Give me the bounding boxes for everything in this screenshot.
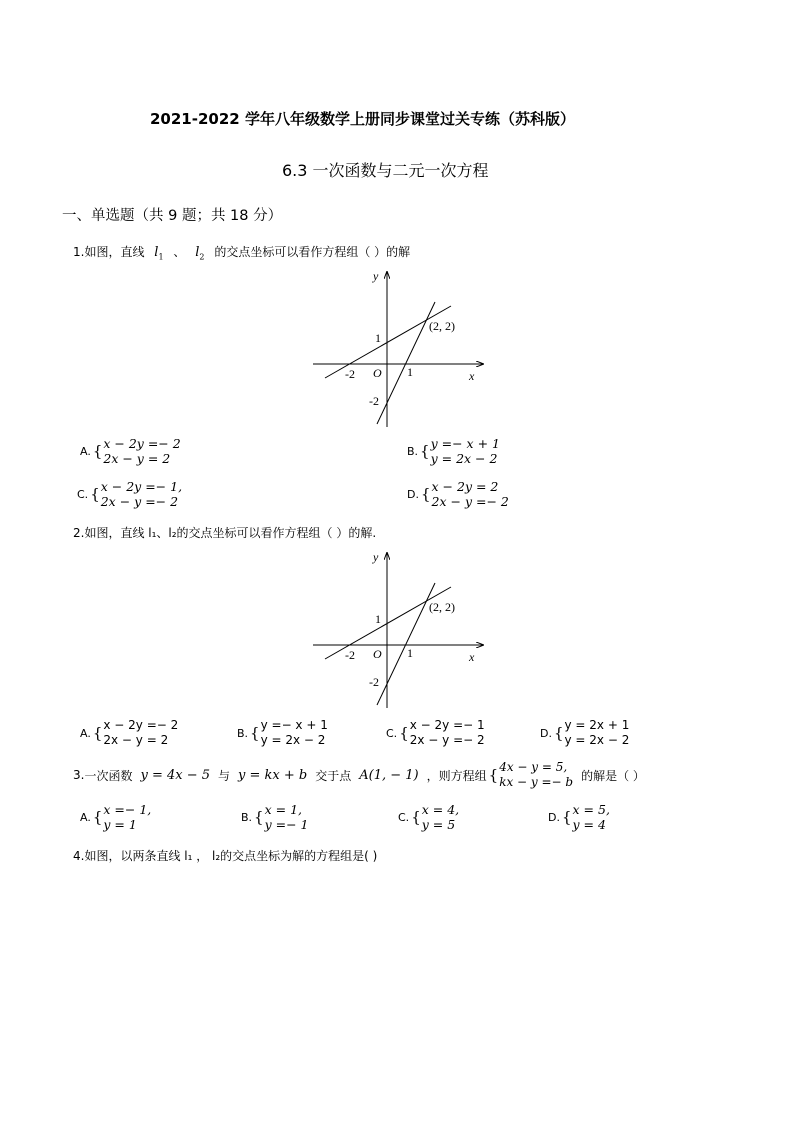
brace-icon: { (92, 724, 103, 742)
option-label: B. (407, 444, 419, 458)
question-number: 2. (73, 526, 85, 540)
option-label: C. (386, 726, 398, 740)
question-4-stem (73, 847, 377, 864)
brace-icon: { (399, 724, 409, 742)
tick-label-x-1: 1 (407, 365, 413, 379)
separator: 、 (173, 245, 186, 259)
point-a: A(1, − 1) (359, 767, 419, 783)
question-number: 1. (73, 245, 85, 259)
q1-option-b[interactable]: B. { y =− x + 1 y = 2x − 2 (407, 436, 500, 466)
coordinate-graph-2 (305, 543, 505, 713)
option-label: D. (407, 487, 419, 501)
q1-option-c[interactable]: C. { x − 2y =− 1, 2x − y =− 2 (77, 479, 183, 509)
option-label: C. (398, 810, 410, 824)
option-label: A. (80, 444, 91, 458)
equation-system: 4x − y = 5, kx − y =− b (499, 760, 574, 789)
question-text-tail: 的解是（ ） (581, 768, 645, 783)
brace-icon: { (92, 442, 103, 460)
q1-option-d[interactable]: D. { x − 2y = 2 2x − y =− 2 (407, 479, 509, 509)
origin-label: O (373, 647, 382, 661)
q3-option-b[interactable]: B. { x = 1, y =− 1 (241, 802, 309, 832)
brace-icon: { (250, 724, 260, 742)
function-2: y = kx + b (238, 767, 308, 783)
y-axis-label: y (373, 550, 379, 564)
document-subtitle: 6.3 一次函数与二元一次方程 (282, 161, 489, 180)
x-axis-label: x (469, 369, 475, 383)
question-text-tail: 的交点坐标可以看作方程组（ ）的解 (214, 245, 411, 259)
question-3-stem (73, 760, 645, 790)
option-label: A. (80, 726, 91, 740)
tick-label-x-neg2: -2 (345, 367, 355, 381)
intersection-point-label: (2, 2) (429, 600, 455, 614)
question-text: 如图，直线 l₁、l₂的交点坐标可以看作方程组（ ）的解. (84, 526, 377, 540)
q3-option-d[interactable]: D. { x = 5, y = 4 (548, 802, 610, 832)
function-1: y = 4x − 5 (140, 767, 211, 783)
q1-option-a[interactable]: A. { x − 2y =− 2 2x − y = 2 (80, 436, 181, 466)
option-label: D. (548, 810, 560, 824)
q2-option-a[interactable]: A. { x − 2y =− 2 2x − y = 2 (80, 718, 179, 747)
question-text-mid2: ，则方程组 (426, 768, 487, 783)
option-label: D. (540, 726, 552, 740)
tick-label-x-neg2: -2 (345, 648, 355, 662)
brace-icon: { (553, 724, 564, 742)
document-title: 2021-2022 学年八年级数学上册同步课堂过关专练（苏科版） (150, 110, 575, 128)
option-label: A. (80, 810, 91, 824)
tick-label-y-neg2: -2 (369, 394, 379, 408)
tick-label-x-1: 1 (407, 646, 413, 660)
brace-icon: { (254, 808, 264, 826)
q3-option-c[interactable]: C. { x = 4, y = 5 (398, 802, 460, 832)
brace-icon: { (488, 766, 499, 784)
tick-label-y-1: 1 (375, 612, 381, 626)
line-l1: $l_1$ (154, 245, 164, 262)
q2-option-d[interactable]: D. { y = 2x + 1 y = 2x − 2 (540, 718, 630, 747)
q3-option-a[interactable]: A. { x =− 1, y = 1 (80, 802, 152, 832)
brace-icon: { (411, 808, 421, 826)
brace-icon: { (90, 485, 100, 503)
x-axis-label: x (469, 650, 475, 664)
option-label: B. (237, 726, 249, 740)
section-heading: 一、单选题（共 9 题；共 18 分） (62, 208, 283, 224)
question-number: 3. (73, 768, 85, 782)
tick-label-y-1: 1 (375, 331, 381, 345)
brace-icon: { (420, 485, 431, 503)
line-l2: $l_2$ (195, 245, 205, 262)
intersection-point-label: (2, 2) (429, 319, 455, 333)
question-text-mid: 交于点 (315, 768, 352, 783)
brace-icon: { (561, 808, 572, 826)
conjunction: 与 (218, 768, 231, 783)
brace-icon: { (92, 808, 103, 826)
question-2-stem (73, 524, 376, 541)
origin-label: O (373, 366, 382, 380)
y-axis-label: y (373, 269, 379, 283)
option-label: C. (77, 487, 89, 501)
question-text: 如图，直线 (84, 245, 145, 259)
q2-option-c[interactable]: C. { x − 2y =− 1 2x − y =− 2 (386, 718, 485, 747)
question-1-stem (73, 243, 410, 262)
question-text: 如图，以两条直线 l₁ ， l₂的交点坐标为解的方程组是( ) (84, 849, 378, 863)
option-label: B. (241, 810, 253, 824)
q2-option-b[interactable]: B. { y =− x + 1 y = 2x − 2 (237, 718, 328, 747)
question-number: 4. (73, 849, 85, 863)
coordinate-graph-1 (305, 262, 505, 432)
tick-label-y-neg2: -2 (369, 675, 379, 689)
brace-icon: { (420, 442, 430, 460)
question-text: 一次函数 (84, 768, 133, 783)
